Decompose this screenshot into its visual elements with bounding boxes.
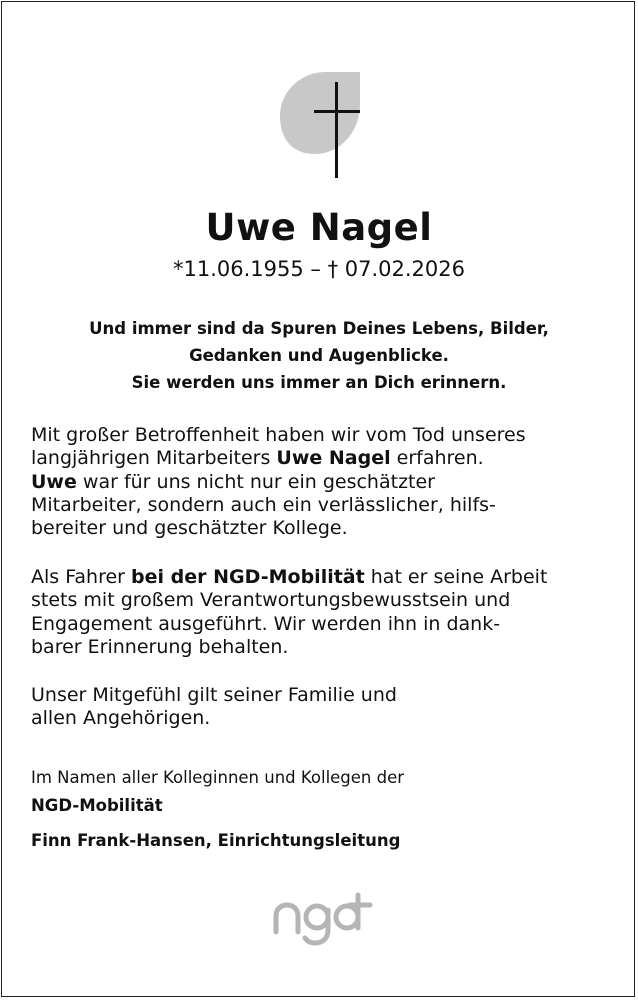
life-dates: *11.06.1955 – † 07.02.2026 [172, 257, 465, 281]
signature-signer: Finn Frank-Hansen, Einrichtungsleitung [31, 831, 401, 850]
paragraph-sympathy [31, 684, 621, 731]
paragraph-work [31, 566, 621, 659]
memorial-quote [0, 315, 638, 396]
cross-icon [276, 70, 366, 180]
signature-organization: NGD-Mobilität [31, 796, 163, 815]
text-line: stets mit großem Verantwortungsbewusstsein und [31, 589, 511, 612]
text-line: allen Angehörigen. [31, 707, 211, 730]
text-line: langjährigen Mitarbeiters Uwe Nagel erfahren. [31, 447, 484, 470]
signature-intro: Im Namen aller Kolleginnen und Kollegen der [31, 768, 405, 787]
deceased-name: Uwe Nagel [205, 206, 433, 249]
text-line: Mitarbeiter, sondern auch ein verlässlicher, hilfs- [31, 493, 496, 516]
text-line: barer Erinnerung behalten. [31, 635, 289, 658]
text-line: Unser Mitgefühl gilt seiner Familie und [31, 684, 397, 706]
text-line: Engagement ausgeführt. Wir werden ihn in dank- [31, 612, 501, 635]
text-line: Uwe war für uns nicht nur ein geschätzter [31, 470, 435, 493]
text-line: Als Fahrer bei der NGD-Mobilität hat er seine Arbeit [31, 566, 548, 588]
quote-line: Gedanken und Augenblicke. [189, 346, 449, 365]
quote-line: Und immer sind da Spuren Deines Lebens, Bilder, [89, 319, 549, 338]
ngd-logo [270, 890, 374, 946]
text-line: bereiter und geschätzter Kollege. [31, 517, 348, 540]
paragraph-condolence [31, 424, 621, 540]
quote-line: Sie werden uns immer an Dich erinnern. [131, 373, 507, 392]
text-line: Mit großer Betroffenheit haben wir vom Tod unseres [31, 424, 526, 446]
